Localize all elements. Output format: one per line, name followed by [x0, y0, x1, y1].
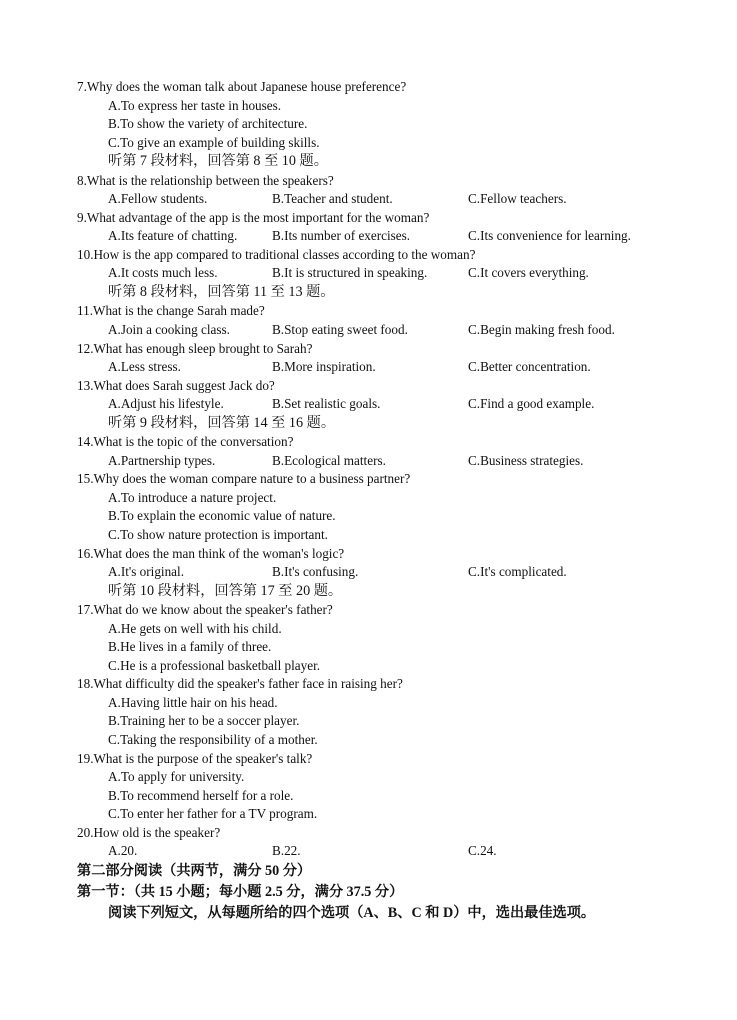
option-c: C.Begin making fresh food. [468, 322, 615, 338]
option-c: C.Better concentration. [468, 359, 591, 375]
option-a: A.Adjust his lifestyle. [108, 396, 224, 412]
option-c: C.Business strategies. [468, 452, 584, 468]
option-line: A.To introduce a nature project. [108, 489, 277, 505]
option-row [77, 190, 737, 209]
option-b: B.Its number of exercises. [272, 228, 411, 244]
option-a: A.Partnership types. [108, 452, 216, 468]
option-a: A.Its feature of chatting. [108, 228, 238, 244]
section-instruction: 听第 9 段材料，回答第 14 至 16 题。 [108, 414, 336, 431]
reading-instruction: 阅读下列短文，从每题所给的四个选项（A、B、C 和 D）中，选出最佳选项。 [108, 904, 596, 921]
question-stem: 12.What has enough sleep brought to Sarah? [77, 340, 313, 356]
option-c: C.Find a good example. [468, 396, 595, 412]
section-instruction: 听第 10 段材料，回答第 17 至 20 题。 [108, 582, 343, 599]
question-stem: 18.What difficulty did the speaker's father face in raising her? [77, 676, 403, 692]
option-b: B.Stop eating sweet food. [272, 322, 408, 338]
option-line: B.Training her to be a soccer player. [108, 713, 300, 729]
question-stem: 14.What is the topic of the conversation? [77, 434, 294, 450]
option-line: C.To give an example of building skills. [108, 134, 320, 150]
option-b: B.22. [272, 843, 301, 859]
question-stem: 7.Why does the woman talk about Japanese house preference? [77, 79, 407, 94]
option-row [77, 227, 737, 246]
question-stem: 19.What is the purpose of the speaker's talk? [77, 750, 313, 766]
question-stem: 9.What advantage of the app is the most important for the woman? [77, 209, 430, 225]
option-c: C.Fellow teachers. [468, 191, 567, 207]
option-line: C.To enter her father for a TV program. [108, 806, 318, 822]
option-b: B.Set realistic goals. [272, 396, 381, 412]
option-b: B.More inspiration. [272, 359, 376, 375]
option-line: C.Taking the responsibility of a mother. [108, 731, 318, 747]
option-c: C.Its convenience for learning. [468, 228, 631, 244]
option-row [77, 395, 737, 414]
option-c: C.It covers everything. [468, 265, 589, 281]
part-heading: 第一节：（共 15 小题；每小题 2.5 分，满分 37.5 分） [77, 883, 404, 900]
question-stem: 11.What is the change Sarah made? [77, 303, 265, 319]
option-b: B.Ecological matters. [272, 452, 386, 468]
section-instruction: 听第 7 段材料，回答第 8 至 10 题。 [108, 153, 328, 170]
option-line: B.To recommend herself for a role. [108, 787, 294, 803]
option-line: C.He is a professional basketball player. [108, 657, 321, 673]
option-line: A.He gets on well with his child. [108, 620, 282, 636]
question-stem: 8.What is the relationship between the speakers? [77, 172, 334, 188]
part-heading: 第二部分阅读（共两节，满分 50 分） [77, 862, 312, 879]
option-line: C.To show nature protection is important. [108, 526, 328, 542]
option-a: A.Less stress. [108, 359, 181, 375]
option-line: B.To explain the economic value of nature. [108, 508, 336, 524]
option-line: A.To express her taste in houses. [108, 97, 282, 113]
option-row [77, 358, 737, 377]
option-row [77, 842, 737, 861]
question-stem: 13.What does Sarah suggest Jack do? [77, 377, 275, 393]
option-a: A.It costs much less. [108, 265, 218, 281]
question-stem: 15.Why does the woman compare nature to a business partner? [77, 471, 411, 487]
section-instruction: 听第 8 段材料，回答第 11 至 13 题。 [108, 283, 335, 300]
option-c: C.It's complicated. [468, 564, 567, 580]
option-line: A.Having little hair on his head. [108, 694, 278, 710]
option-line: B.To show the variety of architecture. [108, 116, 308, 132]
option-row [77, 452, 737, 471]
option-b: B.It's confusing. [272, 564, 359, 580]
option-b: B.Teacher and student. [272, 191, 393, 207]
question-stem: 16.What does the man think of the woman's logic? [77, 545, 345, 561]
option-a: A.Join a cooking class. [108, 322, 230, 338]
option-line: B.He lives in a family of three. [108, 639, 272, 655]
option-row [77, 264, 737, 283]
option-a: A.Fellow students. [108, 191, 208, 207]
question-stem: 10.How is the app compared to traditional classes according to the woman? [77, 246, 476, 262]
question-stem: 20.How old is the speaker? [77, 824, 221, 840]
question-stem: 17.What do we know about the speaker's father? [77, 602, 333, 618]
option-row [77, 563, 737, 582]
option-row [77, 321, 737, 340]
option-a: A.20. [108, 843, 138, 859]
option-c: C.24. [468, 843, 497, 859]
option-a: A.It's original. [108, 564, 184, 580]
option-line: A.To apply for university. [108, 769, 245, 785]
option-b: B.It is structured in speaking. [272, 265, 428, 281]
